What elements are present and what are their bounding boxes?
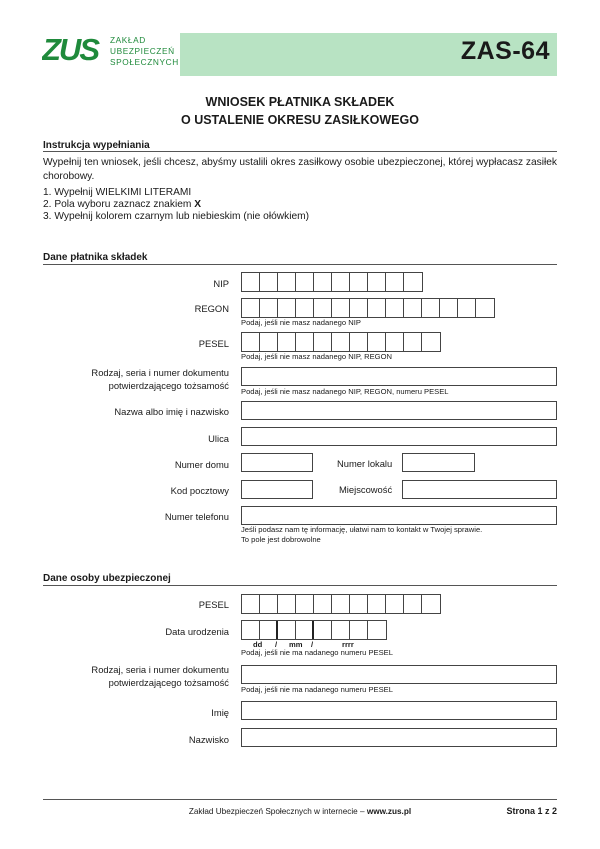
- payer-house-label: Numer domu: [174, 459, 229, 470]
- insured-section-heading: Dane osoby ubezpieczonej: [43, 573, 171, 584]
- payer-postcode-input[interactable]: [241, 480, 313, 499]
- insured-divider: [43, 585, 557, 586]
- zus-logo-text: ZUS: [42, 33, 98, 65]
- payer-pesel-input[interactable]: [241, 332, 441, 352]
- insured-dob-label: Data urodzenia: [165, 626, 229, 637]
- dob-day-label: dd: [253, 640, 263, 649]
- payer-street-label: Ulica: [208, 433, 229, 444]
- payer-flat-label: Numer lokalu: [337, 458, 393, 469]
- insured-firstname-input[interactable]: [241, 701, 557, 720]
- insured-pesel-label: PESEL: [198, 599, 229, 610]
- insured-doc-label-1: Rodzaj, seria i numer dokumentu: [91, 664, 229, 675]
- mark-symbol: X: [194, 199, 201, 210]
- payer-nip-input[interactable]: [241, 272, 423, 292]
- dob-sep-1: /: [275, 640, 278, 649]
- payer-pesel-hint: Podaj, jeśli nie masz nadanego NIP, REGON: [241, 352, 392, 361]
- dob-year-label: rrrr: [342, 640, 354, 649]
- instructions-intro-2: chorobowy.: [43, 170, 95, 182]
- payer-street-input[interactable]: [241, 427, 557, 446]
- payer-house-input[interactable]: [241, 453, 313, 472]
- payer-name-input[interactable]: [241, 401, 557, 420]
- footer-url-link[interactable]: www.zus.pl: [366, 807, 412, 816]
- instructions-heading: Instrukcja wypełniania: [43, 140, 150, 151]
- payer-city-input[interactable]: [402, 480, 557, 499]
- payer-phone-hint-1: Jeśli podasz nam tę informację, ułatwi nam to kontakt w Twojej sprawie.: [241, 525, 483, 534]
- zus-logo: [42, 33, 106, 65]
- insured-dob-hint: Podaj, jeśli nie ma nadanego numeru PESEL: [241, 648, 393, 657]
- payer-regon-hint: Podaj, jeśli nie masz nadanego NIP: [241, 318, 361, 327]
- insured-dob-input[interactable]: [241, 620, 387, 640]
- insured-surname-input[interactable]: [241, 728, 557, 747]
- payer-doc-label-2: potwierdzającego tożsamość: [108, 380, 229, 391]
- dob-month-label: mm: [289, 640, 303, 649]
- payer-regon-input[interactable]: [241, 298, 495, 318]
- instruction-item-1: 1. Wypełnij WIELKIMI LITERAMI: [43, 187, 192, 198]
- payer-doc-input[interactable]: [241, 367, 557, 386]
- payer-nip-label: NIP: [213, 278, 229, 289]
- form-title-line-1: WNIOSEK PŁATNIKA SKŁADEK: [205, 95, 395, 109]
- insured-pesel-input[interactable]: [241, 594, 441, 614]
- insured-doc-input[interactable]: [241, 665, 557, 684]
- instructions-intro-1: Wypełnij ten wniosek, jeśli chcesz, abyśmy ustalili okres zasiłkowy osobie ubezpieczonej, której wypłacasz zasiłek: [43, 157, 558, 168]
- org-name-line-1: ZAKŁAD: [110, 35, 146, 45]
- instructions-divider: [43, 151, 557, 152]
- insured-doc-label: [91, 663, 229, 689]
- payer-city-label: Miejscowość: [339, 484, 393, 495]
- payer-name-label: Nazwa albo imię i nazwisko: [114, 406, 229, 417]
- payer-doc-hint: Podaj, jeśli nie masz nadanego NIP, REGON, numeru PESEL: [241, 387, 449, 396]
- org-name-line-3: SPOŁECZNYCH: [110, 57, 179, 67]
- payer-doc-label-1: Rodzaj, seria i numer dokumentu: [91, 367, 229, 378]
- insured-firstname-label: Imię: [211, 707, 229, 718]
- payer-phone-input[interactable]: [241, 506, 557, 525]
- instruction-item-2-text: 2. Pola wyboru zaznacz znakiem: [43, 199, 192, 210]
- payer-regon-label: REGON: [194, 303, 229, 314]
- form-code: ZAS-64: [460, 37, 550, 65]
- payer-postcode-label: Kod pocztowy: [170, 485, 229, 496]
- payer-divider: [43, 264, 557, 265]
- dob-sep-2: /: [311, 640, 314, 649]
- payer-doc-label: [91, 366, 229, 392]
- form-title-line-2: O USTALENIE OKRESU ZASIŁKOWEGO: [181, 113, 419, 127]
- payer-flat-input[interactable]: [402, 453, 475, 472]
- insured-doc-hint: Podaj, jeśli nie ma nadanego numeru PESEL: [241, 685, 393, 694]
- page-number: Strona 1 z 2: [506, 806, 557, 816]
- org-name-line-2: UBEZPIECZEŃ: [110, 46, 175, 56]
- payer-pesel-label: PESEL: [198, 338, 229, 349]
- payer-phone-label: Numer telefonu: [164, 511, 229, 522]
- payer-section-heading: Dane płatnika składek: [43, 252, 148, 263]
- footer-divider: [43, 799, 557, 800]
- insured-doc-label-2: potwierdzającego tożsamość: [108, 677, 229, 688]
- instruction-item-3: 3. Wypełnij kolorem czarnym lub niebieskim (nie ołówkiem): [43, 211, 310, 222]
- footer-prefix: Zakład Ubezpieczeń Społecznych w internecie –: [188, 807, 367, 816]
- payer-phone-hint-2: To pole jest dobrowolne: [241, 535, 321, 544]
- insured-surname-label: Nazwisko: [188, 734, 229, 745]
